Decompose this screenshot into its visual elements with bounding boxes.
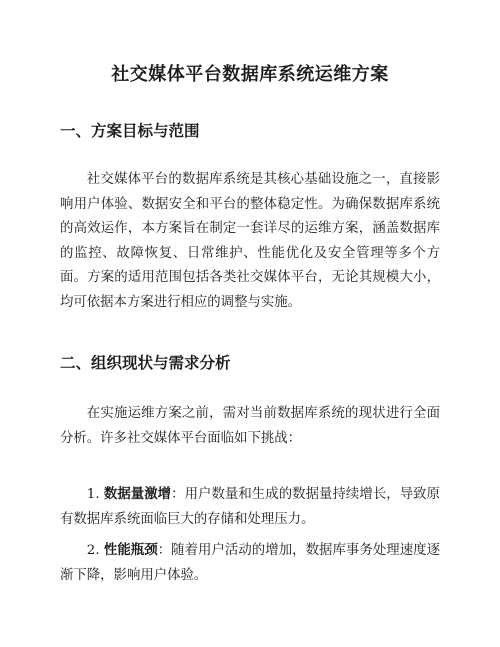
list-item-performance [60,538,440,588]
section-heading-analysis: 二、组织现状与需求分析 [60,354,231,372]
section-heading-goals: 一、方案目标与范围 [60,122,200,140]
list-item-label: 性能瓶颈 [103,542,158,558]
list-item-number: 2. [86,543,100,558]
list-item-number: 1. [86,487,100,502]
section-paragraph-analysis: 在实施运维方案之前，需对当前数据库系统的现状进行全面分析。许多社交媒体平台面临如下挑战： [60,406,440,446]
list-item-text: ：用户数量和生成的数据量持续增长，导致原有数据库系统面临巨大的存储和处理压力。 [60,487,440,527]
list-item-label: 数据量激增 [103,486,172,502]
section-paragraph-goals: 社交媒体平台的数据库系统是其核心基础设施之一，直接影响用户体验、数据安全和平台的整体稳定性。为确保数据库系统的高效运作，本方案旨在制定一套详尽的运维方案，涵盖数据库的监控、故障恢复、日常维护、性能优化及安全管理等多个方面。方案的适用范围包括各类社交媒体平台，无论其规模大小，均可依据本方案进行相应的调整与实施。 [60,172,440,310]
page-title: 社交媒体平台数据库系统运维方案 [111,64,389,85]
list-item-data-growth [60,482,440,532]
list-item-text: ：随着用户活动的增加，数据库事务处理速度逐渐下降，影响用户体验。 [60,543,441,583]
